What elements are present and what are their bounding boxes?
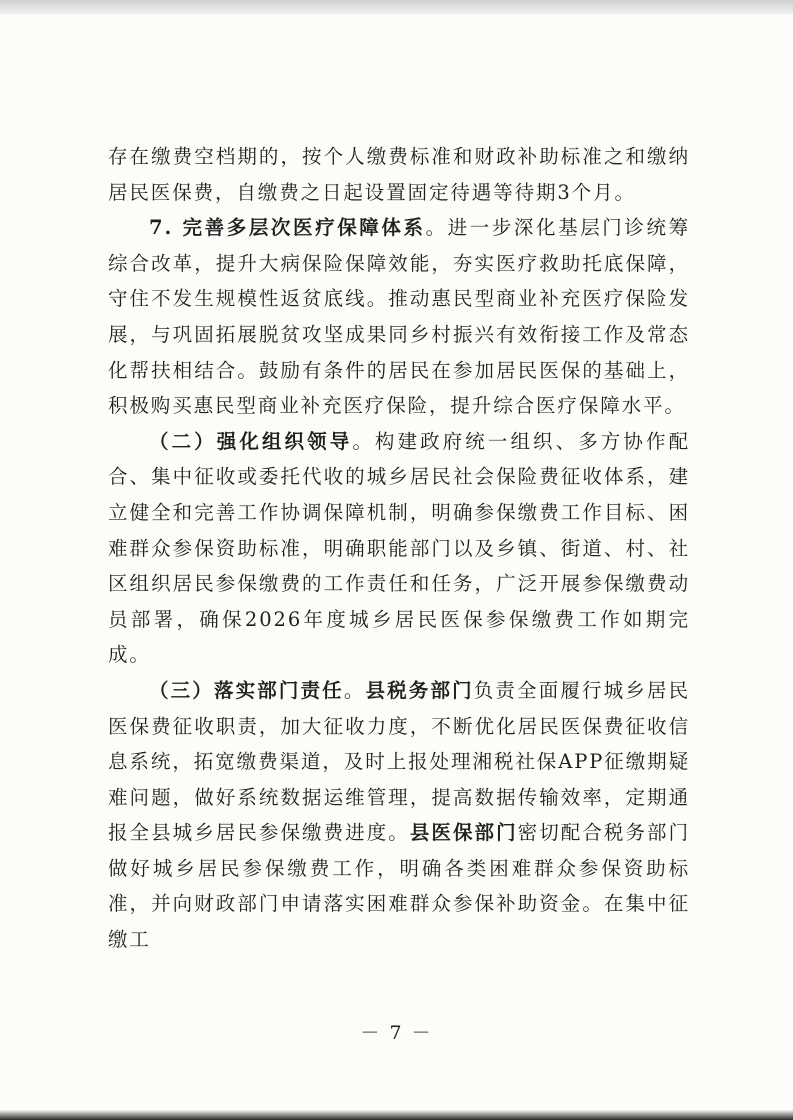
paragraph-1-text: 存在缴费空档期的，按个人缴费标准和财政补助标准之和缴纳居民医保费，自缴费之日起设置固定待遇等待期3个月。: [108, 145, 690, 204]
paragraph-4-text-a: 。: [343, 678, 366, 702]
paragraph-4-bold-tax-dept: 县税务部门: [365, 678, 474, 702]
paragraph-4-text-c: 密切配合税务部门做好城乡居民参保缴费工作，明确各类困难群众参保资助标准，并向财政部门申请落实困难群众参保补助资金。在集中征缴工: [108, 821, 690, 952]
scan-bottom-edge: [0, 1110, 793, 1120]
paragraph-3-heading: （二）强化组织领导: [149, 429, 353, 453]
paragraph-3-text: 。构建政府统一组织、多方协作配合、集中征收或委托代收的城乡居民社会保险费征收体系，建立健全和完善工作协调保障机制，明确参保缴费工作目标、困难群众参保资助标准，明确职能部门以及乡镇、街道、村、社区组织居民参保缴费的工作责任和任务，广泛开展参保缴费动员部署，确保2026年度城乡居民医保参保缴费工作如期完成。: [108, 429, 690, 667]
paragraph-2-heading: 7. 完善多层次医疗保障体系: [149, 216, 426, 240]
paragraph-2: [108, 210, 690, 424]
paragraph-3: [108, 424, 690, 673]
page-number: － 7 －: [360, 1022, 433, 1044]
paragraph-2-text: 。进一步深化基层门诊统筹综合改革，提升大病保险保障效能，夯实医疗救助托底保障，守住不发生规模性返贫底线。推动惠民型商业补充医疗保险发展，与巩固拓展脱贫攻坚成果同乡村振兴有效衔接工作及常态化帮扶相结合。鼓励有条件的居民在参加居民医保的基础上，积极购买惠民型商业补充医疗保险，提升综合医疗保障水平。: [108, 216, 690, 418]
paragraph-4-bold-medical-dept: 县医保部门: [409, 821, 518, 845]
paragraph-4-heading: （三）落实部门责任: [149, 678, 344, 702]
document-body: [108, 139, 690, 958]
paragraph-4-text-b: 负责全面履行城乡居民医保费征收职责，加大征收力度，不断优化居民医保费征收信息系统，拓宽缴费渠道，及时上报处理湘税社保APP征缴期疑难问题，做好系统数据运维管理，提高数据传输效率，定期通报全县城乡居民参保缴费进度。: [108, 678, 690, 845]
scan-top-edge: [0, 0, 793, 14]
paragraph-1: [108, 139, 690, 210]
paragraph-4: [108, 673, 690, 958]
